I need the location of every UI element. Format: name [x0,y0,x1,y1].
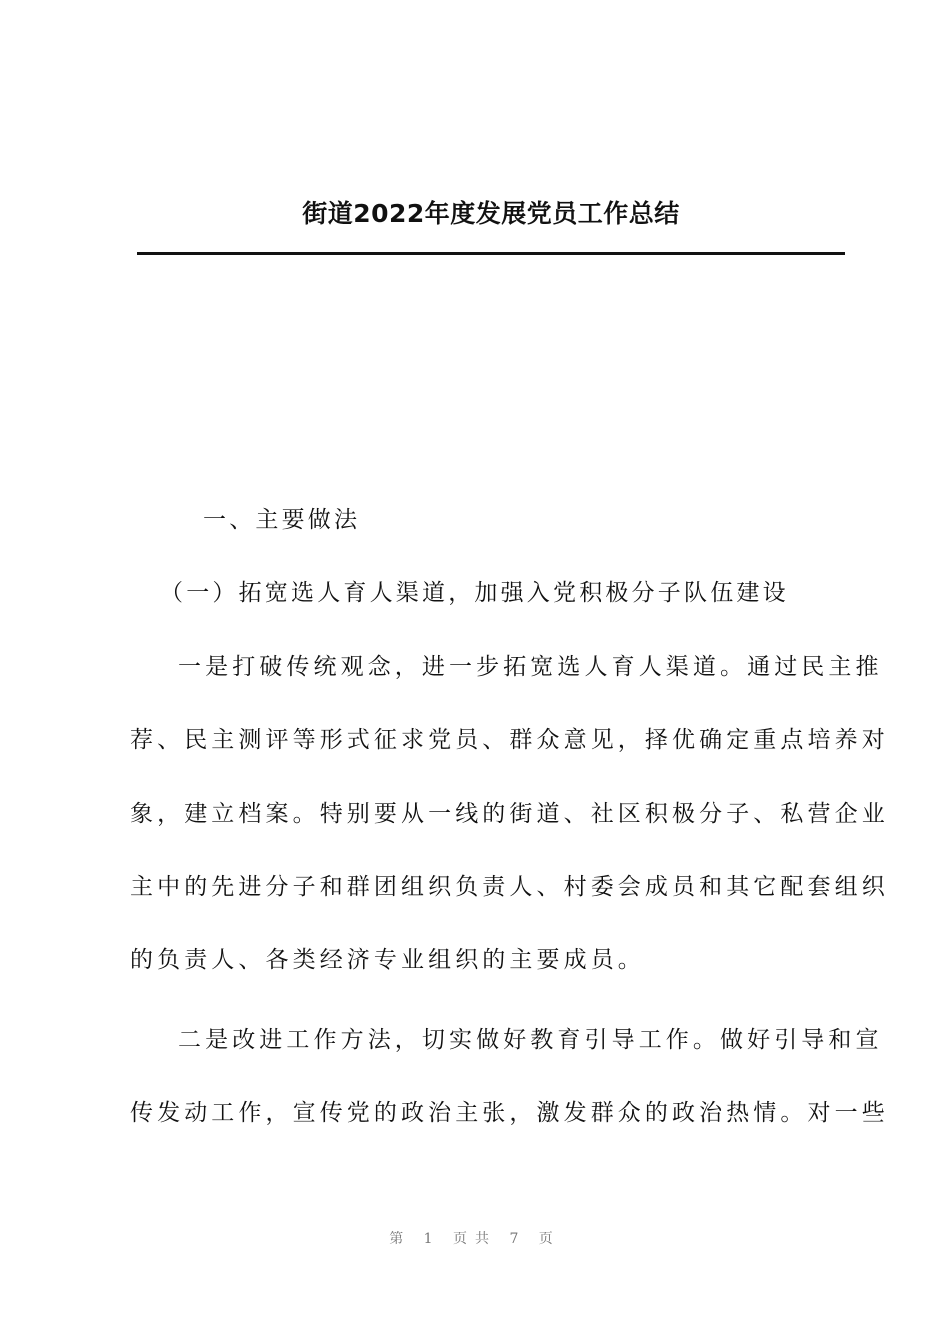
paragraph-2-line-2: 传发动工作，宣传党的政治主张，激发群众的政治热情。对一些 [130,1100,889,1126]
document-title: 街道2022年度发展党员工作总结 [302,199,680,228]
paragraph-2-line-1: 二是改进工作方法，切实做好教育引导工作。做好引导和宣 [178,1027,883,1053]
title-underline [137,252,845,255]
paragraph-1-line-3: 象，建立档案。特别要从一线的街道、社区积极分子、私营企业 [130,801,889,827]
paragraph-1-line-1: 一是打破传统观念，进一步拓宽选人育人渠道。通过民主推 [178,654,883,680]
subsection-heading: （一）拓宽选人育人渠道，加强入党积极分子队伍建设 [160,580,789,606]
paragraph-1-line-5: 的负责人、各类经济专业组织的主要成员。 [130,947,645,973]
section-heading: 一、主要做法 [203,507,361,533]
paragraph-1-line-2: 荐、民主测评等形式征求党员、群众意见，择优确定重点培养对 [130,727,889,753]
page-number-footer: 第 1 页共 7 页 [389,1231,561,1247]
paragraph-1-line-4: 主中的先进分子和群团组织负责人、村委会成员和其它配套组织 [130,874,889,900]
